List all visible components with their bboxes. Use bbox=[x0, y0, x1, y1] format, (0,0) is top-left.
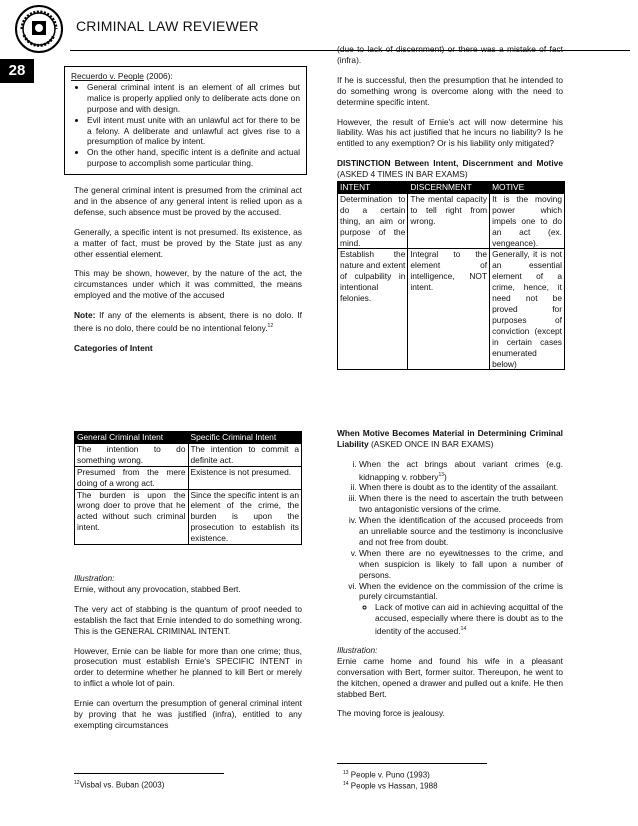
footnote-text: Visbal vs. Buban (2003) bbox=[79, 780, 165, 790]
motive-heading-text: When Motive Becomes Material in Determining Criminal Liability bbox=[337, 428, 563, 449]
distinction-heading bbox=[337, 158, 563, 180]
list-item: iii. When there is the need to ascertain the truth between two antagonistic versions of the crime. bbox=[359, 493, 563, 515]
list-item: iv. When the identification of the accused proceeds from an unreliable source and the testimony is inconclusive and not free from doubt. bbox=[359, 515, 563, 548]
case-year: (2006): bbox=[146, 71, 173, 81]
right-column-bottom bbox=[337, 428, 563, 728]
footnote-divider bbox=[337, 763, 487, 764]
table-row bbox=[75, 489, 302, 545]
sub-list bbox=[359, 602, 563, 637]
illustration-label-text: Illustration: bbox=[337, 644, 378, 655]
left-column-top bbox=[74, 185, 302, 363]
table-cell: The intention to do something wrong. bbox=[75, 443, 189, 466]
distinction-heading-text: DISTINCTION Between Intent, Discernment and Motive bbox=[337, 158, 563, 169]
note-paragraph bbox=[74, 310, 302, 334]
case-title-line bbox=[71, 71, 300, 82]
illustration-label bbox=[74, 573, 302, 584]
footnote bbox=[74, 778, 164, 791]
list-item: v. When there are no eyewitnesses to the crime, and when suspicion is likely to fall upon a number of persons. bbox=[359, 548, 563, 581]
footnote-divider bbox=[74, 773, 224, 774]
table-cell: Generally, it is not an essential element of a crime, hence, it need not be proved for purposes of conviction (except in certain cases enumerated below) bbox=[490, 249, 565, 370]
note-label: Note: bbox=[74, 310, 96, 321]
illustration-text: Ernie came home and found his wife in a pleasant conversation with Bert, former suitor. Thereupon, he went to the kitchen, opened a drawer and pulled out a knife. He then stabbed Bert. bbox=[337, 655, 563, 699]
list-item-text: When the act brings about variant crimes (e.g. kidnapping v. robbery bbox=[359, 458, 563, 482]
table-cell: The mental capacity to tell right from wrong. bbox=[408, 193, 490, 249]
footnote-text: People vs Hassan, 1988 bbox=[350, 781, 438, 791]
paragraph: However, Ernie can be liable for more than one crime; thus, prosecution must establish Ernie's SPECIFIC INTENT in order to determine whether he planned to kill Bert or merely to inflict a whole lot of pain. bbox=[74, 645, 302, 689]
footnote-number: 13 bbox=[343, 770, 349, 776]
paragraph: This may be shown, however, by the nature of the act, the circumstances under which it was committed, the means employed and the motive of the accused bbox=[74, 268, 302, 301]
table-cell: The burden is upon the wrong doer to prove that he acted without such criminal intent. bbox=[75, 489, 189, 545]
motive-list bbox=[337, 459, 563, 637]
footnote-ref: 13 bbox=[438, 471, 445, 478]
illustration-label-text: Illustration: bbox=[74, 573, 115, 583]
paragraph: (due to lack of discernment) or there was a mistake of fact (infra). bbox=[337, 44, 563, 65]
seal-logo bbox=[14, 4, 64, 54]
paragraph: The very act of stabbing is the quantum of proof needed to establish the fact that Ernie intended to do something wrong. This is the GENERAL CRIMINAL INTENT. bbox=[74, 603, 302, 636]
table-cell: Establish the nature and extent of culpability in intentional felonies. bbox=[338, 249, 408, 370]
footnote bbox=[343, 779, 438, 792]
footnote-number: 14 bbox=[343, 781, 349, 787]
paragraph: However, the result of Ernie's act will now determine his liability. Was his act justified that he incurs no liability? Is he entitled to any exemption? Or is his liability only mitigated? bbox=[337, 116, 563, 149]
illustration-text: Ernie, without any provocation, stabbed Bert. bbox=[74, 583, 241, 594]
sub-list-item-text: Lack of motive can aid in achieving acquittal of the accused, especially where there is doubt as to the identity of the accused. bbox=[375, 602, 563, 636]
case-box bbox=[64, 66, 307, 175]
note-text: If any of the elements is absent, there is no dolo. If there is no dolo, there could be no intentional felony. bbox=[74, 310, 303, 333]
table-cell: Determination to do a certain thing, an aim or purpose of the mind. bbox=[338, 193, 408, 249]
sub-list-item bbox=[375, 602, 563, 637]
table-row bbox=[75, 443, 302, 466]
table-cell: It is the moving power which impels one to do an act (ex. vengeance). bbox=[490, 193, 565, 249]
footnote-text: People v. Puno (1993) bbox=[350, 770, 430, 780]
page-number: 28 bbox=[0, 59, 34, 83]
table-header: General Criminal Intent bbox=[75, 432, 189, 444]
distinction-table bbox=[337, 181, 565, 370]
paragraph: Ernie can overturn the presumption of general criminal intent by proving that he was justified (infra), entitled to any exempting circumstances bbox=[74, 698, 302, 730]
list-item-text: When the evidence on the commission of the crime is purely circumstantial. bbox=[359, 580, 563, 602]
motive-heading bbox=[337, 428, 563, 450]
list-item bbox=[359, 581, 563, 637]
header-title: CRIMINAL LAW REVIEWER bbox=[76, 18, 259, 34]
table-header: MOTIVE bbox=[490, 182, 565, 194]
case-bullets bbox=[71, 82, 300, 169]
table-header: DISCERNMENT bbox=[408, 182, 490, 194]
paragraph: Generally, a specific intent is not presumed. Its existence, as a matter of fact, must be proved by the State just as any other essential element. bbox=[74, 226, 302, 259]
case-bullet: • On the other hand, specific intent is a definite and actual purpose to accomplish some particular thing. bbox=[87, 147, 300, 169]
categories-heading-text: Categories of Intent bbox=[74, 342, 153, 353]
paragraph: The general criminal intent is presumed from the criminal act and in the absence of any general intent is relied upon as a defense, such absence must be proved by the accused. bbox=[74, 185, 302, 217]
distinction-note: (ASKED 4 TIMES IN BAR EXAMS) bbox=[337, 169, 468, 180]
table-header: Specific Criminal Intent bbox=[188, 432, 302, 444]
table-cell: Existence is not presumed. bbox=[188, 466, 302, 489]
motive-note: (ASKED ONCE IN BAR EXAMS) bbox=[370, 438, 494, 449]
table-row bbox=[338, 249, 565, 370]
illustration-label bbox=[337, 645, 563, 656]
table-cell: Integral to the element of intelligence, NOT intent. bbox=[408, 249, 490, 370]
case-bullet: • General criminal intent is an element of all crimes but malice is properly applied only to deliberate acts done on purpose and with design. bbox=[87, 82, 300, 115]
table-cell: Presumed from the mere doing of a wrong act. bbox=[75, 466, 189, 489]
table-row bbox=[338, 193, 565, 249]
case-title: Recuerdo v. People bbox=[71, 71, 144, 81]
footnote-ref: 14 bbox=[460, 626, 467, 633]
left-column-bottom bbox=[74, 573, 302, 740]
paragraph: The moving force is jealousy. bbox=[337, 708, 445, 719]
table-cell: Since the specific intent is an element of the crime, the burden is upon the prosecution to establish its existence. bbox=[188, 489, 302, 545]
footnote-ref: 12 bbox=[267, 323, 274, 330]
table-cell: The intention to commit a definite act. bbox=[188, 443, 302, 466]
paragraph: If he is successful, then the presumption that he intended to do something wrong is overcome along with the need to determine specific intent. bbox=[337, 74, 563, 107]
list-item: ii. When there is doubt as to the identity of the assailant. bbox=[359, 482, 563, 493]
table-header: INTENT bbox=[338, 182, 408, 194]
list-item bbox=[359, 459, 563, 483]
intent-table bbox=[74, 431, 302, 545]
list-item-text-end: ) bbox=[444, 471, 447, 482]
footnote-number: 12 bbox=[74, 780, 80, 786]
right-column-top bbox=[337, 44, 563, 189]
table-row bbox=[75, 466, 302, 489]
case-bullet: • Evil intent must unite with an unlawful act for there to be a felony. A deliberate and unlawful act gives rise to a presumption of malice by intent. bbox=[87, 115, 300, 148]
categories-heading bbox=[74, 343, 302, 354]
